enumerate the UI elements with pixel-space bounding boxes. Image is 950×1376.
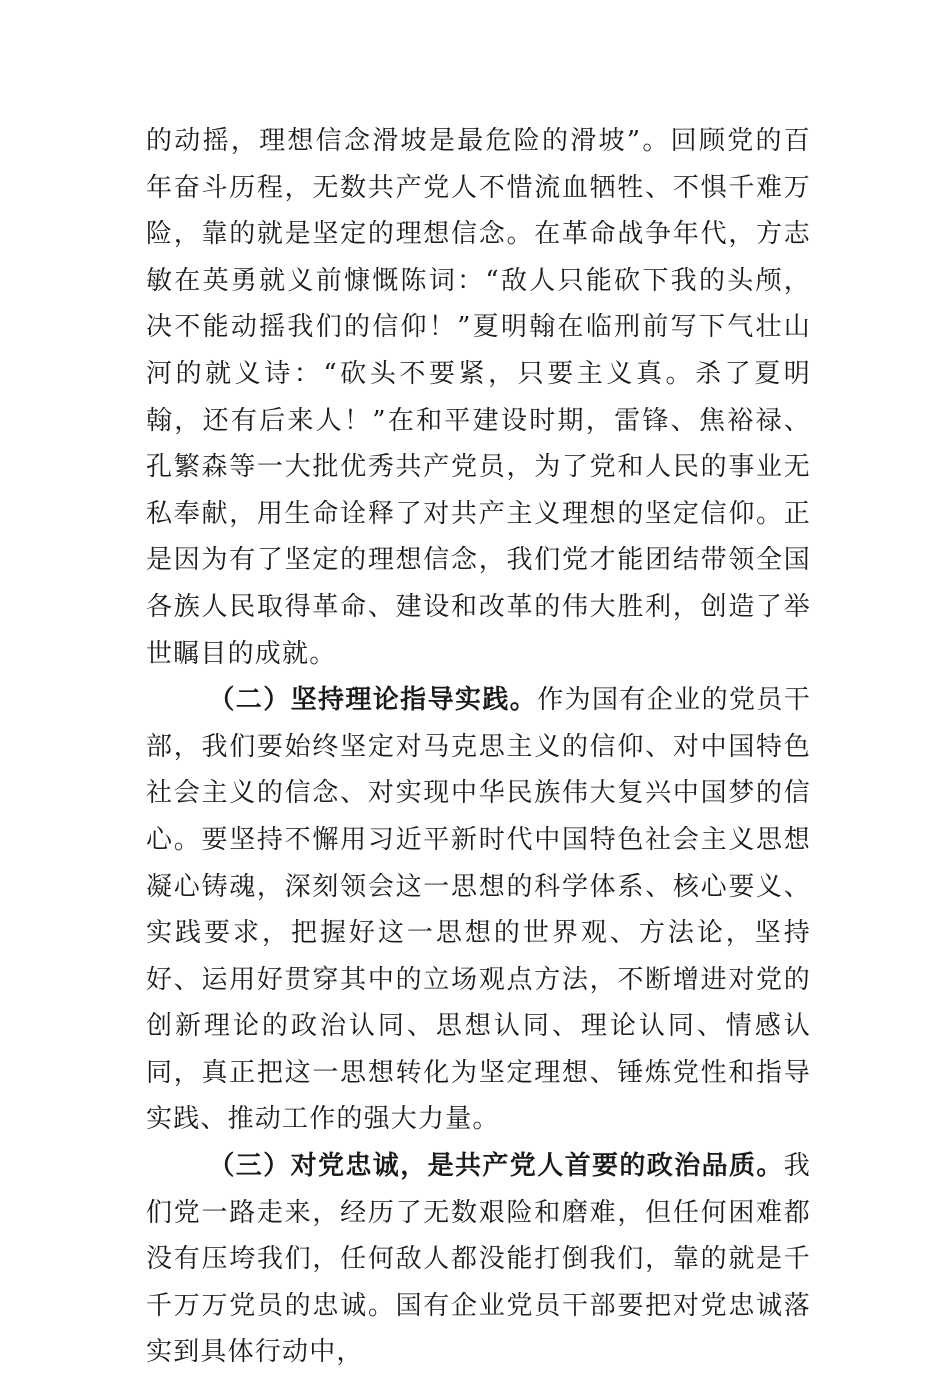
paragraph-3 xyxy=(146,1143,811,1376)
section-heading-2: （二）坚持理论指导实践。 xyxy=(208,685,538,716)
paragraph-1 xyxy=(146,118,811,677)
section-heading-3: （三）对党忠诚，是共产党人首要的政治品质。 xyxy=(208,1151,784,1182)
paragraph-3-text: 我们党一路走来，经历了无数艰险和磨难，但任何困难都没有压垮我们，任何敌人都没能打倒我们，靠的就是千千万万党员的忠诚。国有企业党员干部要把对党忠诚落实到具体行动中， xyxy=(146,1151,811,1368)
paragraph-1-text: 的动摇，理想信念滑坡是最危险的滑坡”。回顾党的百年奋斗历程，无数共产党人不惜流血牺牲、不惧千难万险，靠的就是坚定的理想信念。在革命战争年代，方志敏在英勇就义前慷慨陈词：“敌人只能砍下我的头颅，决不能动摇我们的信仰！”夏明翰在临刑前写下气壮山河的就义诗：“砍头不要紧，只要主义真。杀了夏明翰，还有后来人！”在和平建设时期，雷锋、焦裕禄、孔繁森等一大批优秀共产党员，为了党和人民的事业无私奉献，用生命诠释了对共产主义理想的坚定信仰。正是因为有了坚定的理想信念，我们党才能团结带领全国各族人民取得革命、建设和改革的伟大胜利，创造了举世瞩目的成就。 xyxy=(146,126,811,669)
document-body xyxy=(146,118,811,1376)
paragraph-2 xyxy=(146,677,811,1143)
paragraph-2-text: 作为国有企业的党员干部，我们要始终坚定对马克思主义的信仰、对中国特色社会主义的信念、对实现中华民族伟大复兴中国梦的信心。要坚持不懈用习近平新时代中国特色社会主义思想凝心铸魂，深刻领会这一思想的科学体系、核心要义、实践要求，把握好这一思想的世界观、方法论，坚持好、运用好贯穿其中的立场观点方法，不断增进对党的创新理论的政治认同、思想认同、理论认同、情感认同，真正把这一思想转化为坚定理想、锤炼党性和指导实践、推动工作的强大力量。 xyxy=(146,685,811,1135)
